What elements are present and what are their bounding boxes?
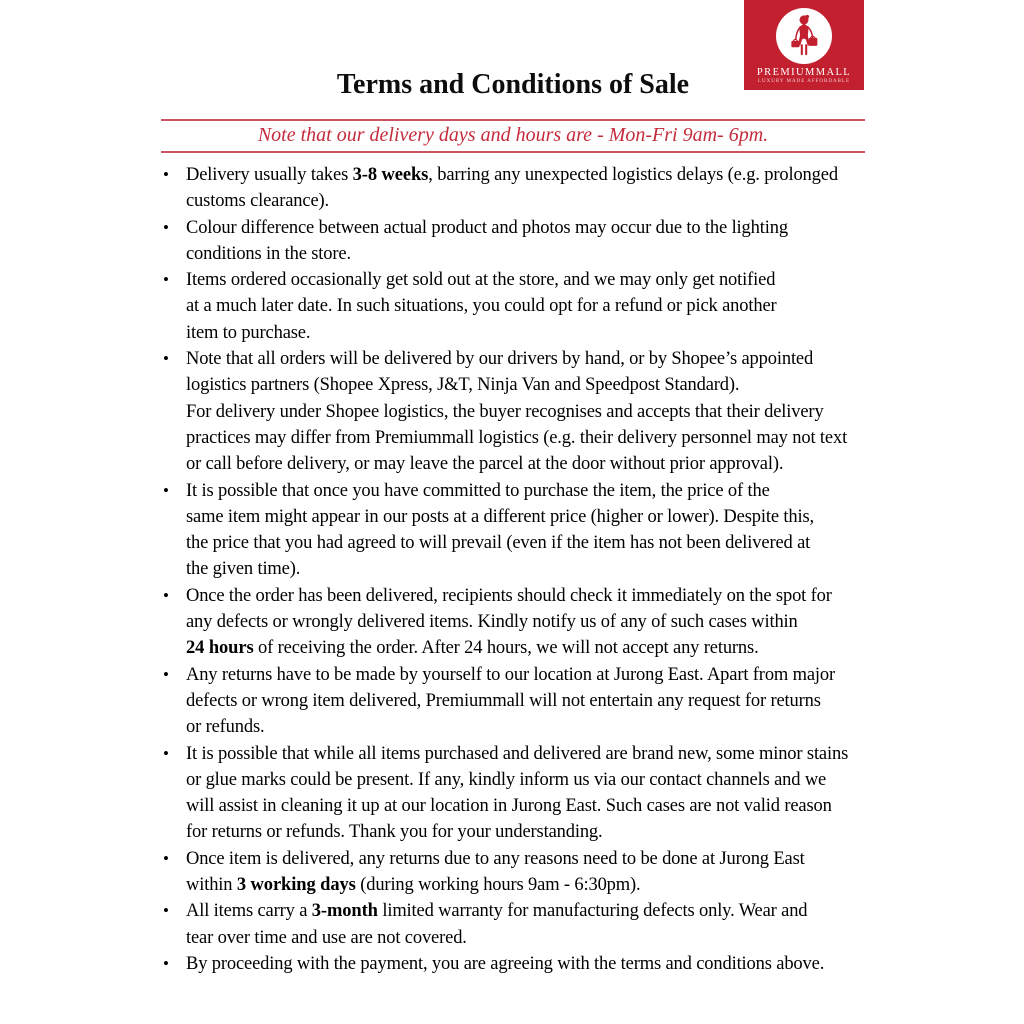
term-item (160, 215, 880, 268)
term-line: at a much later date. In such situations, you could opt for a refund or pick another (186, 296, 777, 317)
term-line: tear over time and use are not covered. (186, 927, 467, 948)
page-title: Terms and Conditions of Sale (336, 69, 690, 100)
woman-with-shopping-bags-silhouette-icon (781, 13, 827, 59)
term-line: Once the order has been delivered, recipients should check it immediately on the spot for (186, 585, 832, 606)
term-line: conditions in the store. (186, 243, 351, 264)
term-item (160, 741, 880, 846)
term-item (160, 662, 880, 741)
term-line: Colour difference between actual product and photos may occur due to the lighting (186, 217, 788, 238)
terms-list (160, 162, 880, 977)
bullet-marker: • (163, 743, 169, 763)
term-item (160, 846, 880, 899)
term-line: any defects or wrongly delivered items. Kindly notify us of any of such cases within (186, 612, 798, 633)
bullet-marker: • (163, 953, 169, 973)
term-line: Items ordered occasionally get sold out at the store, and we may only get notified (186, 270, 776, 291)
term-line: 24 hours of receiving the order. After 24 hours, we will not accept any returns. (186, 638, 759, 659)
term-line: or glue marks could be present. If any, kindly inform us via our contact channels and we (186, 769, 827, 790)
term-item (160, 478, 880, 583)
term-line: Once item is delivered, any returns due to any reasons need to be done at Jurong East (186, 848, 805, 869)
bullet-marker: • (163, 848, 169, 868)
bullet-marker: • (163, 664, 169, 684)
term-line: It is possible that once you have committed to purchase the item, the price of the (186, 480, 770, 501)
term-line: or refunds. (186, 717, 265, 738)
delivery-note-text: Note that our delivery days and hours are - Mon-Fri 9am- 6pm. (257, 124, 769, 146)
bullet-marker: • (163, 217, 169, 237)
term-line: practices may differ from Premiummall logistics (e.g. their delivery personnel may not text (186, 427, 848, 448)
bullet-marker: • (163, 349, 169, 369)
term-line: will assist in cleaning it up at our location in Jurong East. Such cases are not valid reason (186, 796, 832, 817)
term-line: Delivery usually takes 3-8 weeks, barring any unexpected logistics delays (e.g. prolonged (186, 165, 838, 185)
term-line: Any returns have to be made by yourself to our location at Jurong East. Apart from major (186, 664, 836, 685)
term-line: or call before delivery, or may leave the parcel at the door without prior approval). (186, 454, 784, 475)
bullet-marker: • (163, 270, 169, 290)
bullet-marker: • (163, 165, 169, 184)
term-line: logistics partners (Shopee Xpress, J&T, Ninja Van and Speedpost Standard). (186, 375, 740, 396)
term-line: All items carry a 3-month limited warranty for manufacturing defects only. Wear and (186, 901, 808, 922)
term-item (160, 951, 880, 977)
term-item (160, 267, 880, 346)
logo-circle (776, 8, 832, 64)
term-line: Note that all orders will be delivered by our drivers by hand, or by Shopee’s appointed (186, 349, 814, 370)
bullet-marker: • (163, 585, 169, 605)
term-item (160, 898, 880, 951)
term-line: same item might appear in our posts at a different price (higher or lower). Despite this, (186, 506, 814, 527)
bullet-marker: • (163, 901, 169, 921)
term-item (160, 162, 880, 215)
term-line: For delivery under Shopee logistics, the buyer recognises and accepts that their delivery (186, 401, 824, 422)
term-item (160, 583, 880, 662)
delivery-note-banner (161, 119, 865, 153)
term-line: By proceeding with the payment, you are agreeing with the terms and conditions above. (186, 953, 825, 974)
term-line: defects or wrong item delivered, Premiummall will not entertain any request for returns (186, 690, 821, 711)
term-line: within 3 working days (during working hours 9am - 6:30pm). (186, 875, 641, 896)
logo-brand-name: PREMIUMMALL (756, 67, 852, 78)
term-line: the price that you had agreed to will prevail (even if the item has not been delivered at (186, 533, 811, 554)
term-line: for returns or refunds. Thank you for your understanding. (186, 822, 603, 843)
term-line: It is possible that while all items purchased and delivered are brand new, some minor stains (186, 743, 849, 764)
term-line: the given time). (186, 559, 301, 580)
term-item (160, 346, 880, 477)
logo-tagline: LUXURY MADE AFFORDABLE (757, 79, 851, 84)
bullet-marker: • (163, 480, 169, 500)
term-line: customs clearance). (186, 191, 330, 212)
term-line: item to purchase. (186, 322, 311, 343)
